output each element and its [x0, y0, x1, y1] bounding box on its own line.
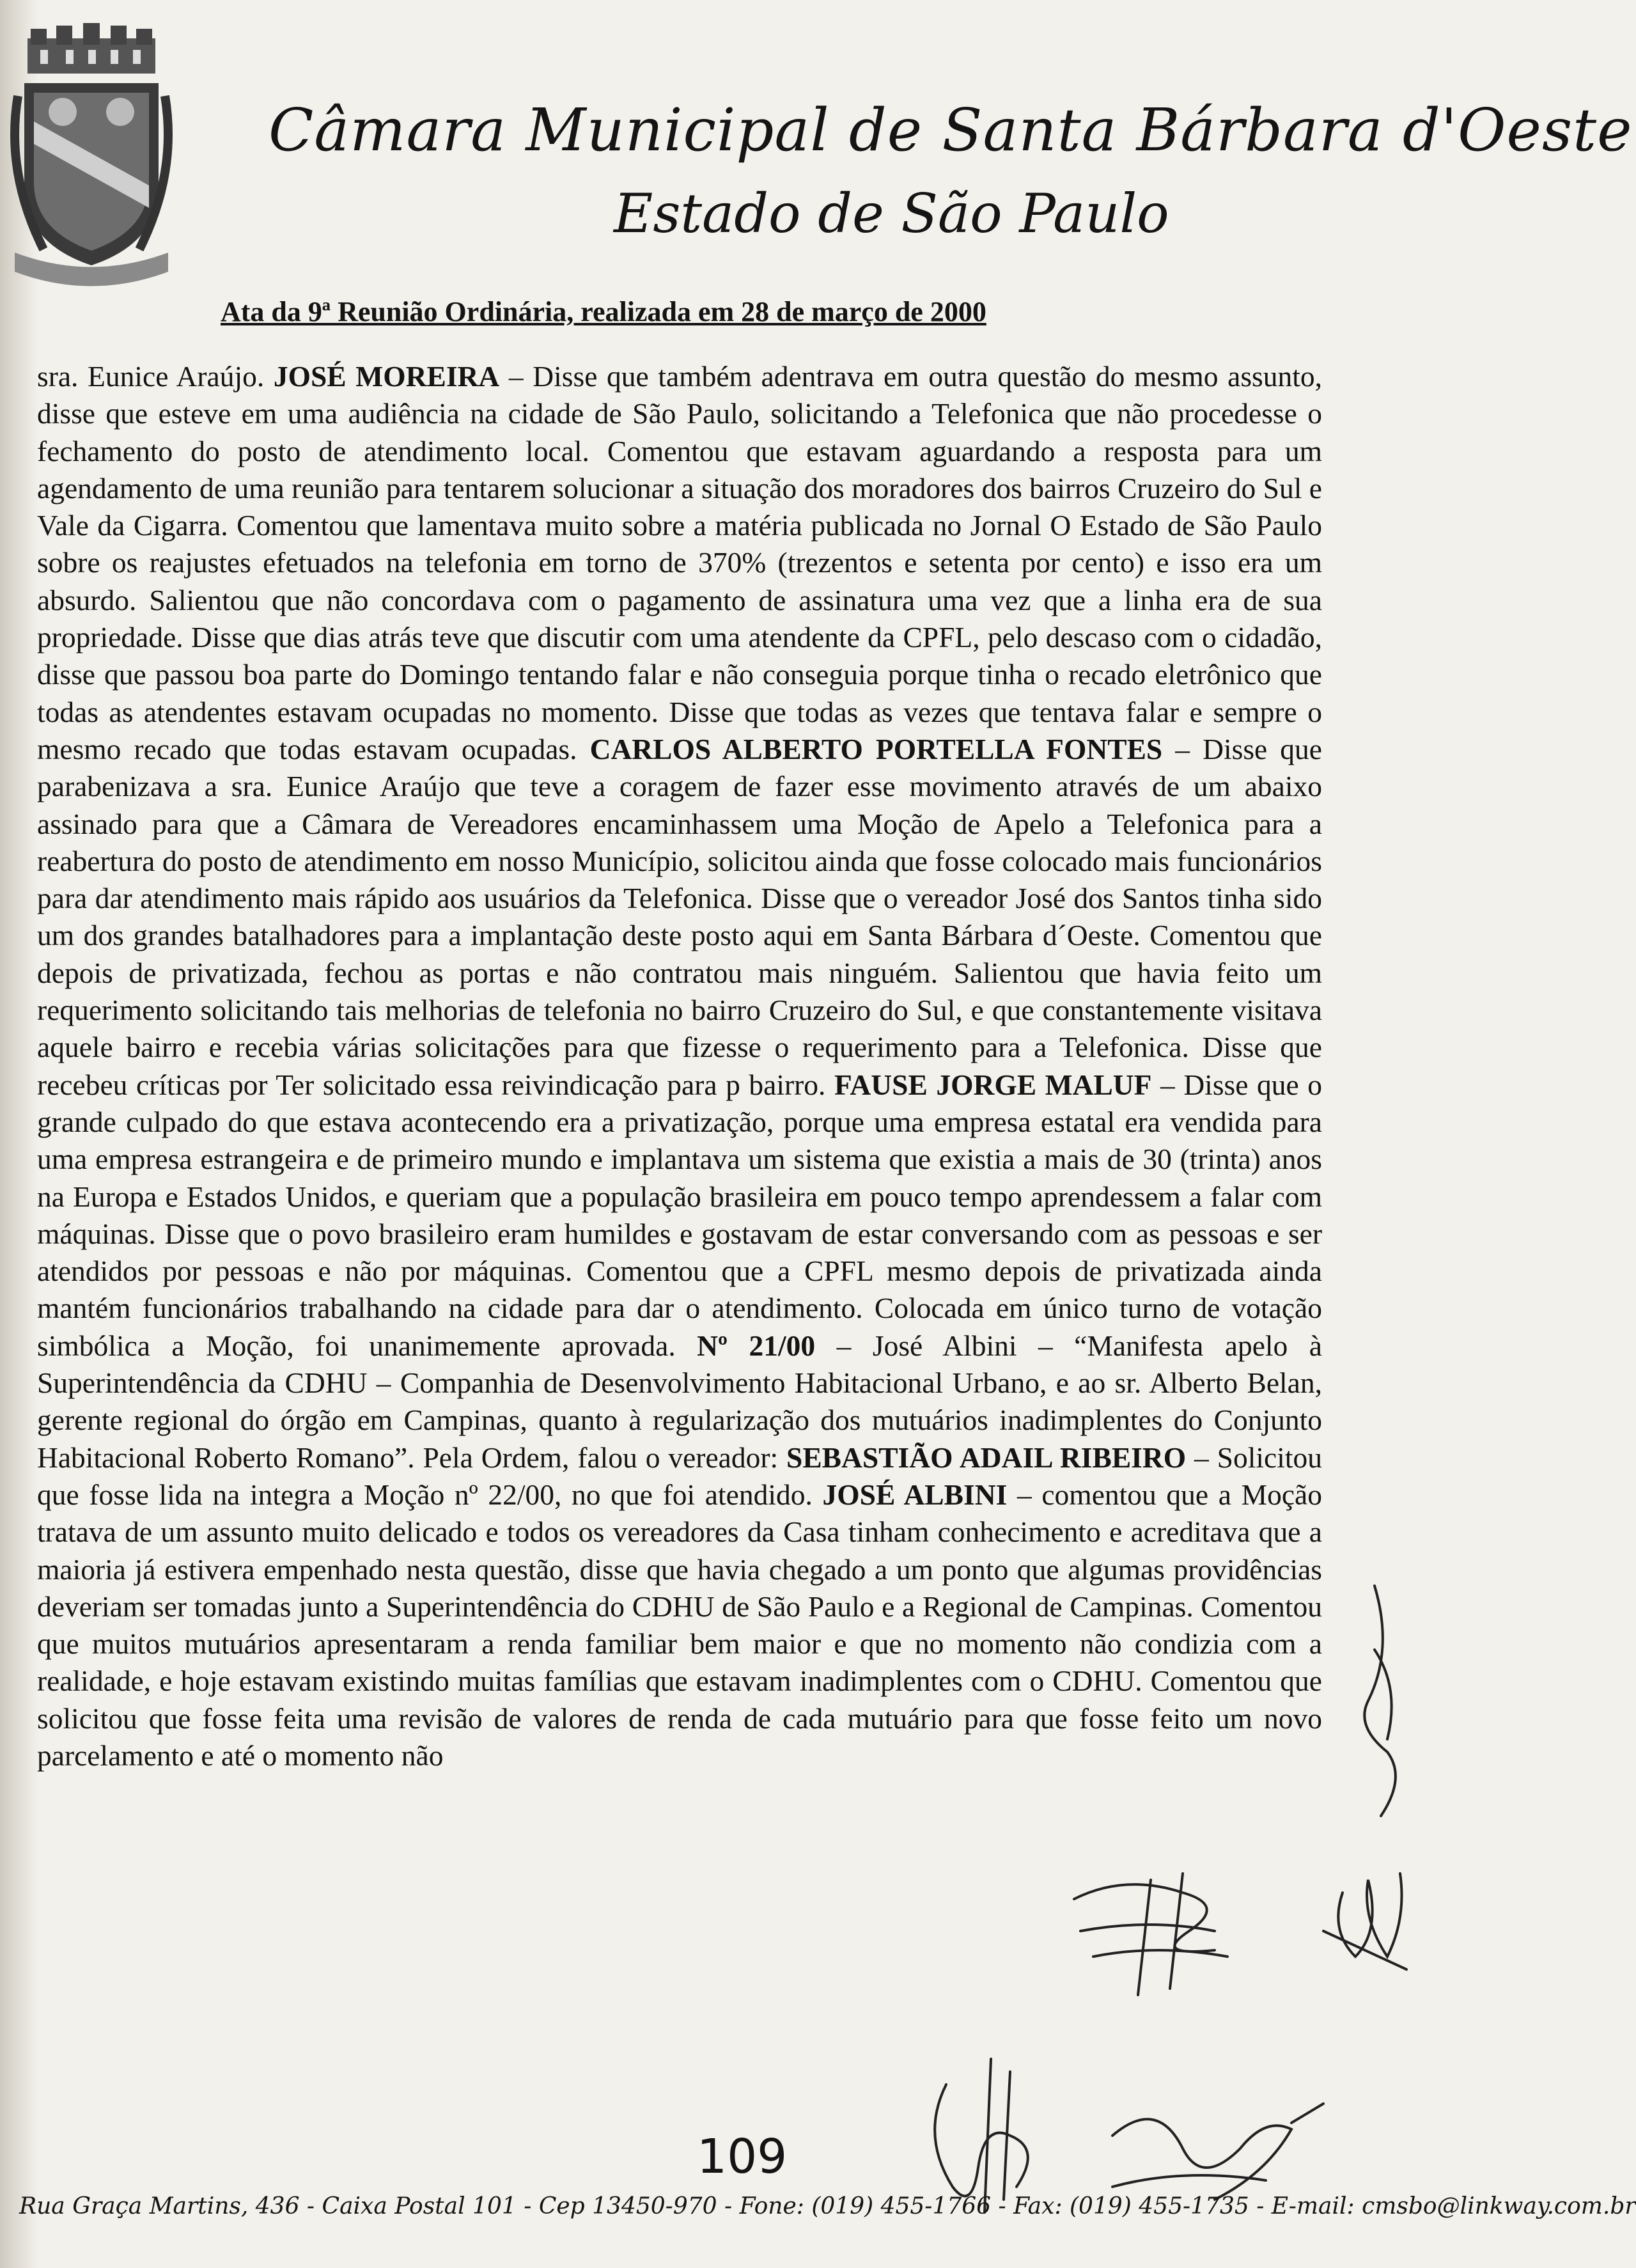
minutes-text-segment: – Disse que também adentrava em outra questão do mesmo assunto, disse que esteve em uma audiência na cidade de São Paulo, solicitando a Telefonica que não procedesse o fechamento do posto de atendimento local. Comentou que estavam aguardando a resposta para um agendamento de uma reunião para tentarem solucionar a situação dos moradores dos bairros Cruzeiro do Sul e Vale da Cigarra. Comentou que lamentava muito sobre a matéria publicada no Jornal O Estado de São Paulo sobre os reajustes efetuados na telefonia em torno de 370% (trezentos e setenta por cento) e isso era um absurdo. Salientou que não concordava com o pagamento de assinatura uma vez que a linha era de sua propriedade. Disse que dias atrás teve que discutir com uma atendente da CPFL, pelo descaso com o cidadão, disse que passou boa parte do Domingo tentando falar e não conseguia porque tinha o recado eletrônico que todas as atendentes estavam ocupadas no momento. Disse que todas as vezes que tentava falar e sempre o mesmo recado que todas estavam ocupadas. — [37, 360, 1323, 765]
municipal-coat-of-arms — [5, 26, 178, 281]
minutes-text-segment: sra. Eunice Araújo. — [37, 360, 274, 393]
speaker-name: Nº 21/00 — [697, 1329, 816, 1362]
minutes-text-segment: – José Albini – “Manifesta apelo à Superintendência da CDHU – Companhia de Desenvolvimento Habitacional Urbano, e ao sr. Alberto Belan, gerente regional do órgão em Campinas, quanto à regularização dos mutuários inadimplentes do Conjunto Habitacional Roberto Romano”. Pela Ordem, falou o vereador: — [37, 1329, 1322, 1474]
state-name: Estado de São Paulo — [614, 182, 1169, 245]
minutes-text-segment: – Disse que o grande culpado do que estava acontecendo era a privatização, porque uma empresa estatal era vendida para uma empresa estrangeira e de primeiro mundo e implantava um sistema que existia a mais de 30 (trinta) anos na Europa e Estados Unidos, e queriam que a população brasileira em pouco tempo aprendessem a falar com máquinas. Disse que o povo brasileiro eram humildes e gostavam de estar conversando com as pessoas e ser atendidos por pessoas e não por máquinas. Comentou que a CPFL mesmo depois de privatizada ainda mantém funcionários trabalhando na cidade para dar o atendimento. Colocada em único turno de votação simbólica a Moção, foi unanimemente aprovada. — [37, 1068, 1322, 1362]
minutes-text-segment: – comentou que a Moção tratava de um assunto muito delicado e todos os vereadores da Casa tinham conhecimento e acreditava que a maioria já estivera empenhado nesta questão, disse que havia chegado a um ponto que algumas providências deveriam ser tomadas junto a Superintendência do CDHU de São Paulo e a Regional de Campinas. Comentou que muitos mutuários apresentaram a renda familiar bem maior e que no momento não condizia com a realidade, e hoje estavam existindo muitas famílias que estavam inadimplentes com o CDHU. Comentou que solicitou que fosse feita uma revisão de valores de renda de cada mutuário para que fosse feito um novo parcelamento e até o momento não — [37, 1478, 1322, 1772]
page-number: 109 — [697, 2129, 788, 2184]
speaker-name: CARLOS ALBERTO PORTELLA FONTES — [589, 732, 1163, 765]
footer-address: Rua Graça Martins, 436 - Caixa Postal 101 - Cep 13450-970 - Fone: (019) 455-1766 - Fax: (019) 455-1735 - E-mail: cmsbo@linkway.com.br — [19, 2193, 1636, 2219]
speaker-name: SEBASTIÃO ADAIL RIBEIRO — [786, 1441, 1187, 1474]
institution-name: Câmara Municipal de Santa Bárbara d'Oeste — [269, 96, 1633, 164]
minutes-text-segment: – Disse que parabenizava a sra. Eunice Araújo que teve a coragem de fazer esse movimento através de um abaixo assinado para que a Câmara de Vereadores encaminhassem uma Moção de Apelo a Telefonica para a reabertura do posto de atendimento em nosso Município, solicitou ainda que fosse colocado mais funcionários para dar atendimento mais rápido aos usuários da Telefonica. Disse que o vereador José dos Santos tinha sido um dos grandes batalhadores para a implantação deste posto aqui em Santa Bárbara d´Oeste. Comentou que depois de privatizada, fechou as portas e não contratou mais ninguém. Salientou que havia feito um requerimento solicitando tais melhorias de telefonia no bairro Cruzeiro do Sul, e que constantemente visitava aquele bairro e recebia várias solicitações para que fizesse o requerimento para a Telefonica. Disse que recebeu críticas por Ter solicitado essa reivindicação para p bairro. — [37, 732, 1323, 1101]
minutes-text-segment: – Solicitou que fosse lida na integra a Moção nº 22/00, no que foi atendido. — [37, 1441, 1322, 1511]
speaker-name: JOSÉ ALBINI — [822, 1478, 1008, 1511]
minutes-title: Ata da 9ª Reunião Ordinária, realizada em 28 de março de 2000 — [221, 296, 986, 327]
speaker-name: FAUSE JORGE MALUF — [834, 1068, 1152, 1101]
handwritten-signatures — [882, 1573, 1445, 2251]
scan-edge-shadow — [0, 0, 38, 2268]
speaker-name: JOSÉ MOREIRA — [273, 360, 500, 393]
minutes-body-text — [37, 358, 1322, 1774]
